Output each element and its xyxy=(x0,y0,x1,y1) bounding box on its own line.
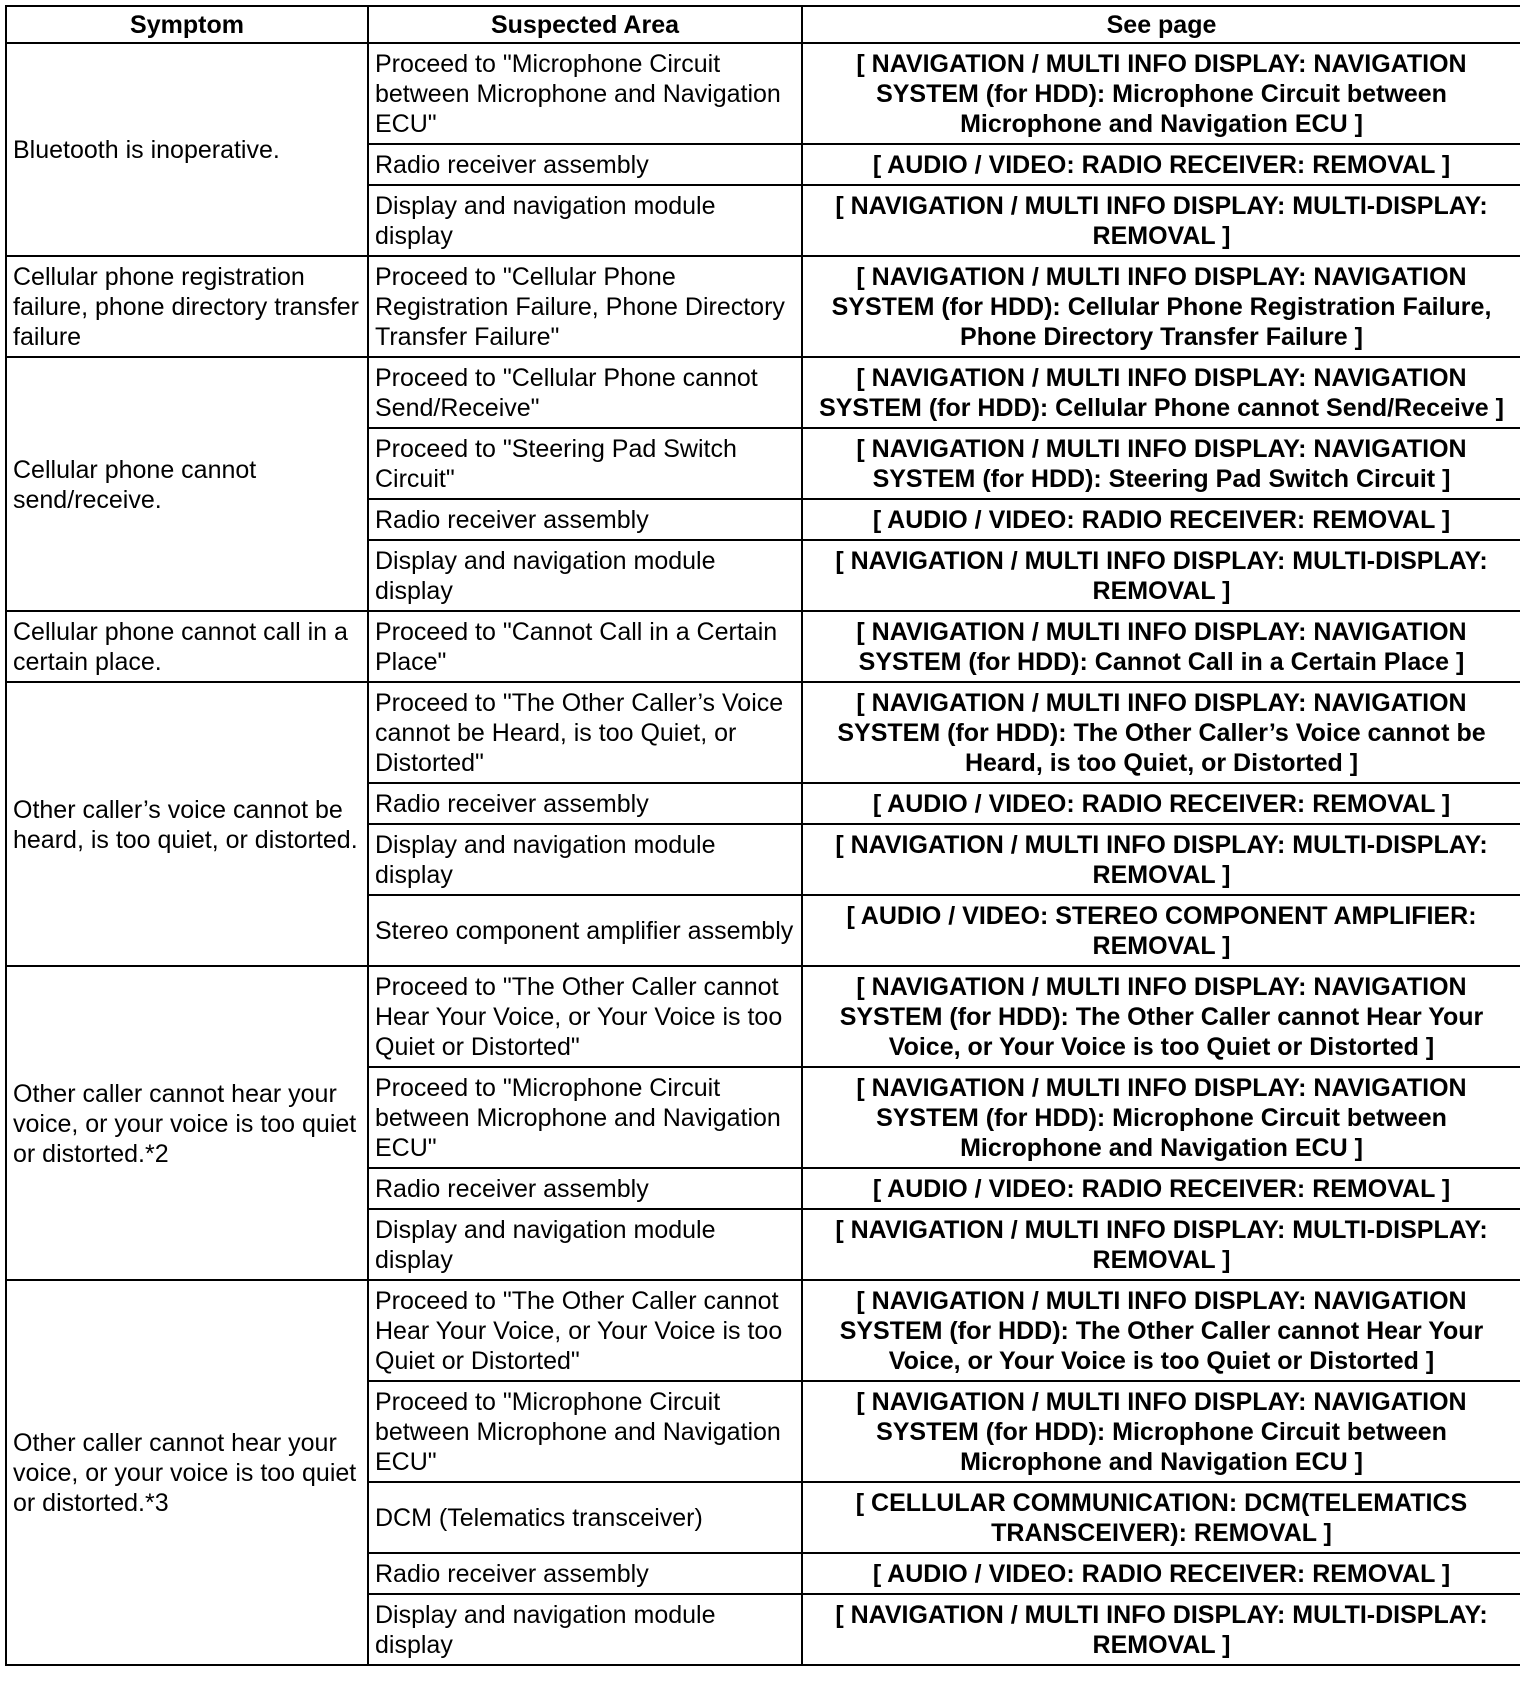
suspected-area-cell: Display and navigation module display xyxy=(368,824,802,895)
table-row xyxy=(6,682,1520,783)
see-page-link[interactable]: [ AUDIO / VIDEO: RADIO RECEIVER: REMOVAL ] xyxy=(802,499,1520,540)
see-page-link[interactable]: [ NAVIGATION / MULTI INFO DISPLAY: NAVIGATION SYSTEM (for HDD): Microphone Circuit between Microphone and Navigation ECU ] xyxy=(802,43,1520,144)
see-page-link[interactable]: [ AUDIO / VIDEO: RADIO RECEIVER: REMOVAL ] xyxy=(802,1553,1520,1594)
suspected-area-cell: Stereo component amplifier assembly xyxy=(368,895,802,966)
see-page-link[interactable]: [ NAVIGATION / MULTI INFO DISPLAY: NAVIGATION SYSTEM (for HDD): Microphone Circuit between Microphone and Navigation ECU ] xyxy=(802,1067,1520,1168)
table-row xyxy=(6,1280,1520,1381)
symptom-cell: Cellular phone registration failure, phone directory transfer failure xyxy=(6,256,368,357)
suspected-area-cell: Display and navigation module display xyxy=(368,1594,802,1665)
suspected-area-cell: Proceed to "Microphone Circuit between Microphone and Navigation ECU" xyxy=(368,1381,802,1482)
symptom-cell: Cellular phone cannot call in a certain place. xyxy=(6,611,368,682)
table-row xyxy=(6,357,1520,428)
suspected-area-cell: Proceed to "The Other Caller cannot Hear Your Voice, or Your Voice is too Quiet or Distorted" xyxy=(368,1280,802,1381)
see-page-link[interactable]: [ NAVIGATION / MULTI INFO DISPLAY: NAVIGATION SYSTEM (for HDD): Steering Pad Switch Circuit ] xyxy=(802,428,1520,499)
header-row xyxy=(6,6,1520,43)
symptom-cell: Other caller cannot hear your voice, or your voice is too quiet or distorted.*2 xyxy=(6,966,368,1280)
suspected-area-cell: Display and navigation module display xyxy=(368,185,802,256)
see-page-link[interactable]: [ AUDIO / VIDEO: RADIO RECEIVER: REMOVAL ] xyxy=(802,1168,1520,1209)
suspected-area-cell: Proceed to "Microphone Circuit between Microphone and Navigation ECU" xyxy=(368,1067,802,1168)
see-page-link[interactable]: [ NAVIGATION / MULTI INFO DISPLAY: NAVIGATION SYSTEM (for HDD): Cellular Phone cannot Send/Receive ] xyxy=(802,357,1520,428)
see-page-link[interactable]: [ AUDIO / VIDEO: RADIO RECEIVER: REMOVAL ] xyxy=(802,783,1520,824)
suspected-area-cell: Proceed to "Steering Pad Switch Circuit" xyxy=(368,428,802,499)
suspected-area-cell: Display and navigation module display xyxy=(368,540,802,611)
suspected-area-cell: Proceed to "The Other Caller’s Voice cannot be Heard, is too Quiet, or Distorted" xyxy=(368,682,802,783)
symptom-table-container xyxy=(5,5,1520,1666)
table-row xyxy=(6,256,1520,357)
suspected-area-cell: DCM (Telematics transceiver) xyxy=(368,1482,802,1553)
symptom-cell: Cellular phone cannot send/receive. xyxy=(6,357,368,611)
symptom-table xyxy=(5,5,1520,1666)
table-row xyxy=(6,611,1520,682)
see-page-link[interactable]: [ NAVIGATION / MULTI INFO DISPLAY: MULTI-DISPLAY: REMOVAL ] xyxy=(802,1209,1520,1280)
suspected-area-cell: Radio receiver assembly xyxy=(368,783,802,824)
header-symptom: Symptom xyxy=(6,6,368,43)
see-page-link[interactable]: [ NAVIGATION / MULTI INFO DISPLAY: NAVIGATION SYSTEM (for HDD): Cannot Call in a Certain Place ] xyxy=(802,611,1520,682)
suspected-area-cell: Proceed to "The Other Caller cannot Hear Your Voice, or Your Voice is too Quiet or Distorted" xyxy=(368,966,802,1067)
see-page-link[interactable]: [ NAVIGATION / MULTI INFO DISPLAY: NAVIGATION SYSTEM (for HDD): The Other Caller’s Voice cannot be Heard, is too Quiet, or Distorted ] xyxy=(802,682,1520,783)
suspected-area-cell: Radio receiver assembly xyxy=(368,144,802,185)
header-see-page: See page xyxy=(802,6,1520,43)
suspected-area-cell: Proceed to "Cellular Phone Registration Failure, Phone Directory Transfer Failure" xyxy=(368,256,802,357)
see-page-link[interactable]: [ AUDIO / VIDEO: RADIO RECEIVER: REMOVAL ] xyxy=(802,144,1520,185)
see-page-link[interactable]: [ NAVIGATION / MULTI INFO DISPLAY: NAVIGATION SYSTEM (for HDD): The Other Caller cannot Hear Your Voice, or Your Voice is too Quiet or Distorted ] xyxy=(802,1280,1520,1381)
suspected-area-cell: Radio receiver assembly xyxy=(368,1168,802,1209)
symptom-cell: Other caller cannot hear your voice, or your voice is too quiet or distorted.*3 xyxy=(6,1280,368,1665)
see-page-link[interactable]: [ NAVIGATION / MULTI INFO DISPLAY: MULTI-DISPLAY: REMOVAL ] xyxy=(802,540,1520,611)
header-suspected-area: Suspected Area xyxy=(368,6,802,43)
suspected-area-cell: Display and navigation module display xyxy=(368,1209,802,1280)
see-page-link[interactable]: [ NAVIGATION / MULTI INFO DISPLAY: NAVIGATION SYSTEM (for HDD): The Other Caller cannot Hear Your Voice, or Your Voice is too Quiet or Distorted ] xyxy=(802,966,1520,1067)
see-page-link[interactable]: [ NAVIGATION / MULTI INFO DISPLAY: MULTI-DISPLAY: REMOVAL ] xyxy=(802,185,1520,256)
symptom-cell: Bluetooth is inoperative. xyxy=(6,43,368,256)
suspected-area-cell: Radio receiver assembly xyxy=(368,499,802,540)
table-row xyxy=(6,966,1520,1067)
see-page-link[interactable]: [ NAVIGATION / MULTI INFO DISPLAY: MULTI-DISPLAY: REMOVAL ] xyxy=(802,1594,1520,1665)
see-page-link[interactable]: [ CELLULAR COMMUNICATION: DCM(TELEMATICS TRANSCEIVER): REMOVAL ] xyxy=(802,1482,1520,1553)
see-page-link[interactable]: [ NAVIGATION / MULTI INFO DISPLAY: NAVIGATION SYSTEM (for HDD): Microphone Circuit between Microphone and Navigation ECU ] xyxy=(802,1381,1520,1482)
see-page-link[interactable]: [ NAVIGATION / MULTI INFO DISPLAY: NAVIGATION SYSTEM (for HDD): Cellular Phone Registration Failure, Phone Directory Transfer Failure ] xyxy=(802,256,1520,357)
suspected-area-cell: Proceed to "Cellular Phone cannot Send/Receive" xyxy=(368,357,802,428)
see-page-link[interactable]: [ AUDIO / VIDEO: STEREO COMPONENT AMPLIFIER: REMOVAL ] xyxy=(802,895,1520,966)
see-page-link[interactable]: [ NAVIGATION / MULTI INFO DISPLAY: MULTI-DISPLAY: REMOVAL ] xyxy=(802,824,1520,895)
suspected-area-cell: Proceed to "Cannot Call in a Certain Place" xyxy=(368,611,802,682)
suspected-area-cell: Radio receiver assembly xyxy=(368,1553,802,1594)
symptom-cell: Other caller’s voice cannot be heard, is too quiet, or distorted. xyxy=(6,682,368,966)
suspected-area-cell: Proceed to "Microphone Circuit between Microphone and Navigation ECU" xyxy=(368,43,802,144)
table-row xyxy=(6,43,1520,144)
